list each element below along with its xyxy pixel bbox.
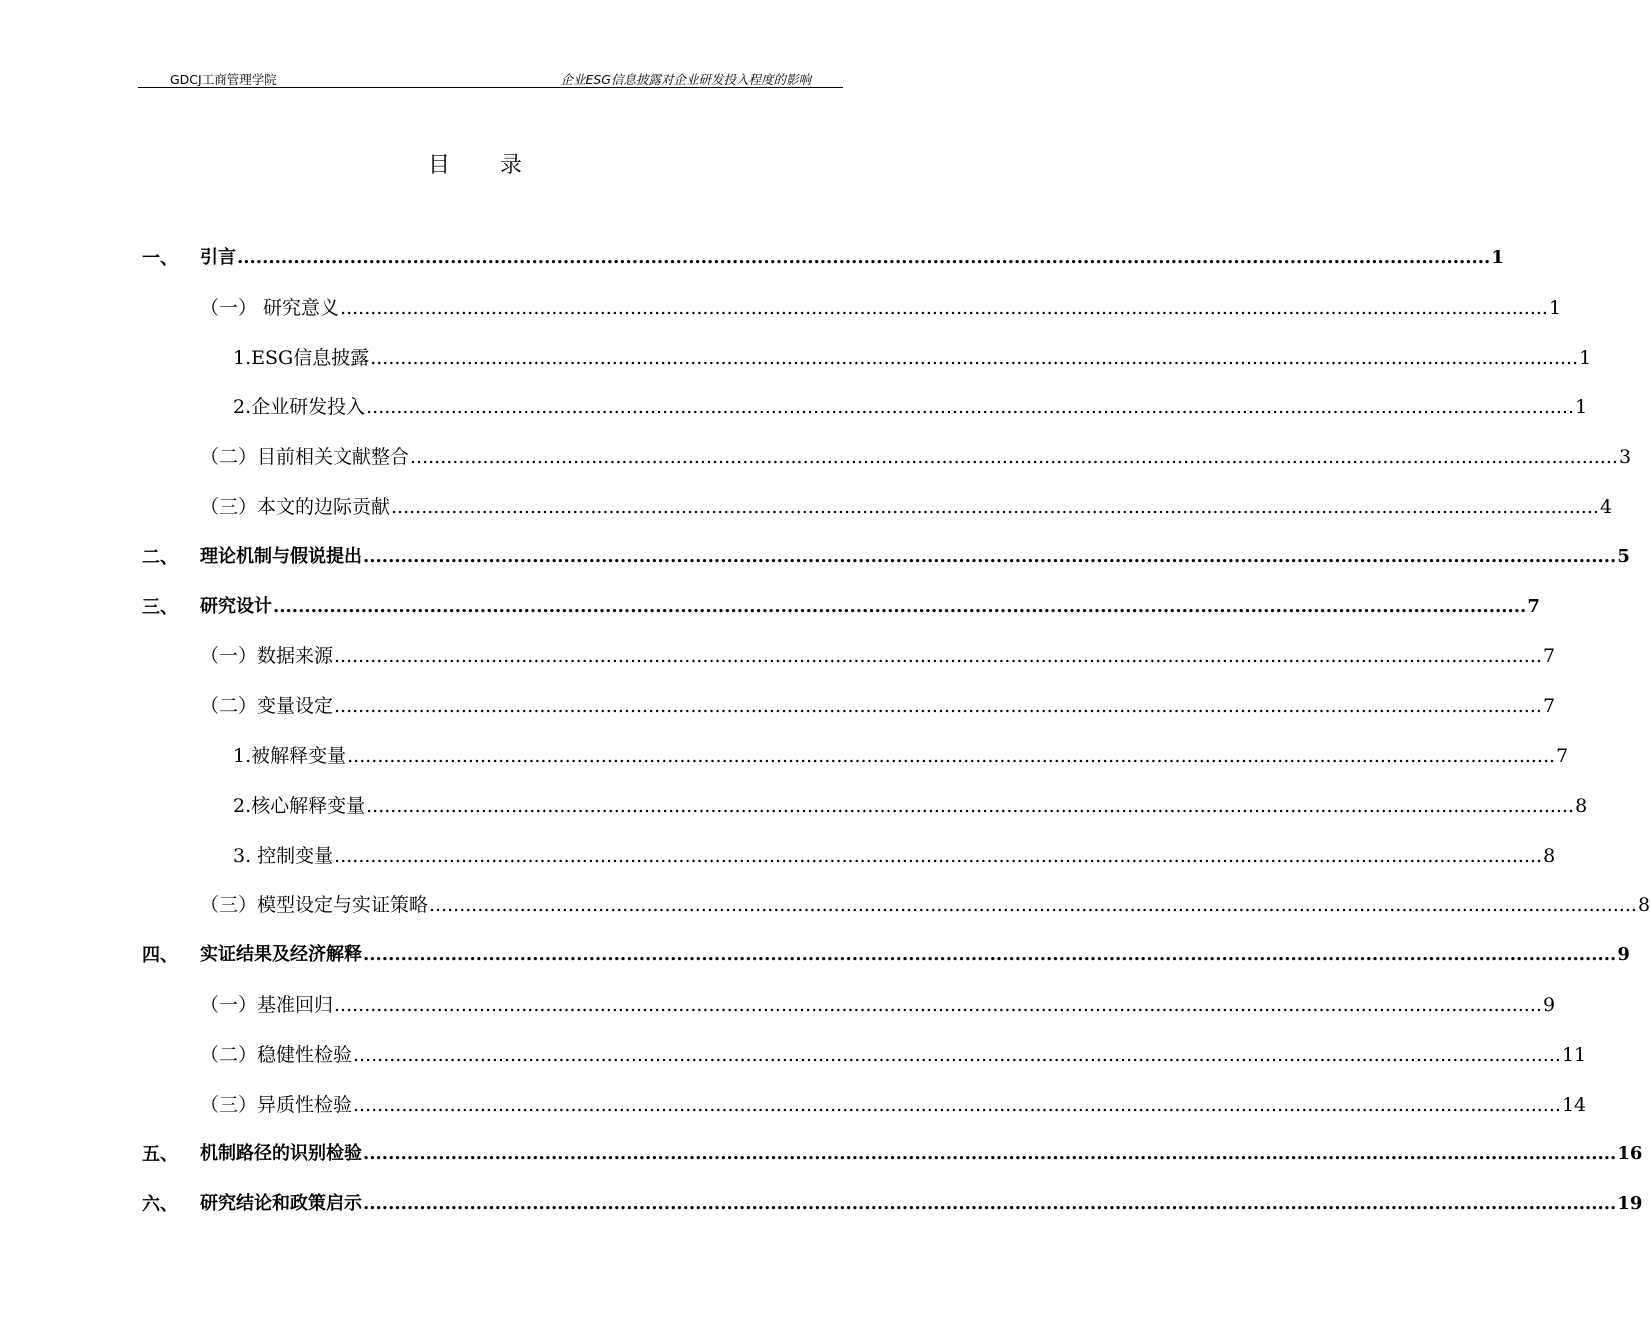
toc-leader-dots: ........................................................................................................................................................................................................ [366, 396, 1575, 419]
toc-page-number: 11 [1561, 1043, 1587, 1066]
toc-entry[interactable] [200, 987, 1556, 1017]
toc-leader-dots: ........................................................................................................................................................................................................ [334, 645, 1542, 668]
toc-leader-dots: ........................................................................................................................................................................................................ [334, 695, 1542, 718]
toc-leader-dots: ........................................................................................................................................................................................................ [363, 545, 1617, 567]
toc-entry[interactable] [233, 738, 1569, 768]
toc-entry[interactable] [233, 838, 1556, 868]
toc-entry-label: 1.ESG信息披露 [233, 346, 370, 369]
toc-section-number: 六、 [142, 1194, 178, 1216]
toc-section-number: 四、 [142, 945, 178, 967]
toc-leader-dots: ........................................................................................................................................................................................................ [237, 247, 1491, 268]
toc-leader-dots: ........................................................................................................................................................................................................ [334, 844, 1543, 867]
toc-entry-label: 研究设计 [200, 595, 272, 617]
toc-entry-label: （二）目前相关文献整合 [200, 446, 410, 469]
toc-page-number: 4 [1599, 496, 1613, 518]
toc-leader-dots: ........................................................................................................................................................................................................ [366, 794, 1575, 817]
toc-entry[interactable] [233, 788, 1588, 818]
toc-section-number: 五、 [142, 1144, 178, 1166]
toc-page-number: 3 [1618, 446, 1632, 469]
toc-page-number: 8 [1637, 894, 1650, 917]
toc-section-number: 三、 [142, 596, 178, 618]
toc-entry-label: 3. 控制变量 [233, 844, 334, 867]
toc-page-number: 7 [1542, 645, 1556, 668]
toc-entry-label: （三）异质性检验 [200, 1093, 353, 1116]
toc-title: 目录 [427, 153, 572, 178]
toc-leader-dots: ........................................................................................................................................................................................................ [429, 894, 1637, 917]
toc-leader-dots: ........................................................................................................................................................................................................ [363, 1143, 1617, 1165]
toc-entry-label: 1.被解释变量 [233, 745, 347, 767]
toc-entry-label: 引言 [200, 247, 236, 268]
toc-leader-dots: ........................................................................................................................................................................................................ [340, 296, 1548, 319]
toc-entry-label: （一） 研究意义 [200, 296, 340, 319]
toc-entry[interactable] [200, 688, 1556, 718]
toc-entry[interactable] [200, 1087, 1587, 1117]
toc-leader-dots: ........................................................................................................................................................................................................ [363, 1193, 1617, 1215]
toc-leader-dots: ........................................................................................................................................................................................................ [334, 994, 1542, 1016]
page-header [138, 68, 843, 88]
toc-section-number: 二、 [142, 546, 178, 568]
toc-entry[interactable] [200, 1136, 1643, 1166]
toc-entry[interactable] [200, 1186, 1643, 1216]
toc-entry-label: 机制路径的识别检验 [200, 1143, 362, 1165]
toc-leader-dots: ........................................................................................................................................................................................................ [363, 944, 1617, 966]
toc-page-number: 7 [1556, 745, 1569, 767]
toc-page-number: 1 [1575, 396, 1588, 419]
toc-entry-label: （一）数据来源 [200, 645, 334, 668]
toc-page-number: 19 [1617, 1193, 1643, 1215]
toc-page-number: 8 [1543, 844, 1556, 867]
toc-entry[interactable] [200, 290, 1562, 320]
toc-entry-label: 研究结论和政策启示 [200, 1193, 362, 1215]
toc-page-number: 14 [1561, 1093, 1587, 1116]
toc-entry[interactable] [200, 887, 1650, 917]
toc-entry-label: （三）本文的边际贡献 [200, 496, 391, 518]
toc-page-number: 1 [1491, 247, 1504, 268]
toc-page-number: 8 [1575, 794, 1588, 817]
toc-section-number: 一、 [142, 248, 178, 269]
toc-entry[interactable] [200, 638, 1556, 668]
toc-entry[interactable] [200, 439, 1632, 469]
toc-entry-label: 2.企业研发投入 [233, 396, 366, 419]
toc-entry[interactable] [200, 240, 1504, 270]
toc-entry-label: （二）稳健性检验 [200, 1043, 353, 1066]
toc-page-number: 16 [1617, 1143, 1643, 1165]
header-institution: GDCJ工商管理学院 [170, 72, 277, 87]
toc-leader-dots: ........................................................................................................................................................................................................ [391, 496, 1599, 518]
toc-entry[interactable] [233, 389, 1588, 419]
toc-entry-label: 2.核心解释变量 [233, 794, 366, 817]
toc-entry-label: （一）基准回归 [200, 994, 334, 1016]
toc-entry[interactable] [233, 340, 1592, 370]
toc-entry-label: （三）模型设定与实证策略 [200, 894, 429, 917]
toc-leader-dots: ........................................................................................................................................................................................................ [410, 446, 1618, 469]
toc-page-number: 7 [1542, 695, 1556, 718]
header-paper-title: 企业ESG信息披露对企业研发投入程度的影响 [560, 72, 811, 87]
toc-entry-label: 理论机制与假说提出 [200, 545, 362, 567]
toc-page-number: 1 [1548, 296, 1562, 319]
toc-entry-label: 实证结果及经济解释 [200, 944, 362, 966]
toc-entry[interactable] [200, 489, 1613, 519]
toc-entry[interactable] [200, 589, 1540, 619]
toc-page-number: 5 [1617, 545, 1630, 567]
toc-entry[interactable] [200, 539, 1630, 569]
toc-entry[interactable] [200, 937, 1630, 967]
toc-leader-dots: ........................................................................................................................................................................................................ [347, 745, 1556, 767]
toc-page-number: 9 [1617, 944, 1630, 966]
toc-leader-dots: ........................................................................................................................................................................................................ [353, 1093, 1561, 1116]
toc-entry[interactable] [200, 1037, 1587, 1067]
toc-page-number: 9 [1542, 994, 1556, 1016]
toc-entry-label: （二）变量设定 [200, 695, 334, 718]
toc-leader-dots: ........................................................................................................................................................................................................ [273, 595, 1527, 617]
toc-page-number: 1 [1579, 346, 1592, 369]
toc-page-number: 7 [1527, 595, 1540, 617]
toc-leader-dots: ........................................................................................................................................................................................................ [370, 346, 1579, 369]
toc-leader-dots: ........................................................................................................................................................................................................ [353, 1043, 1561, 1066]
